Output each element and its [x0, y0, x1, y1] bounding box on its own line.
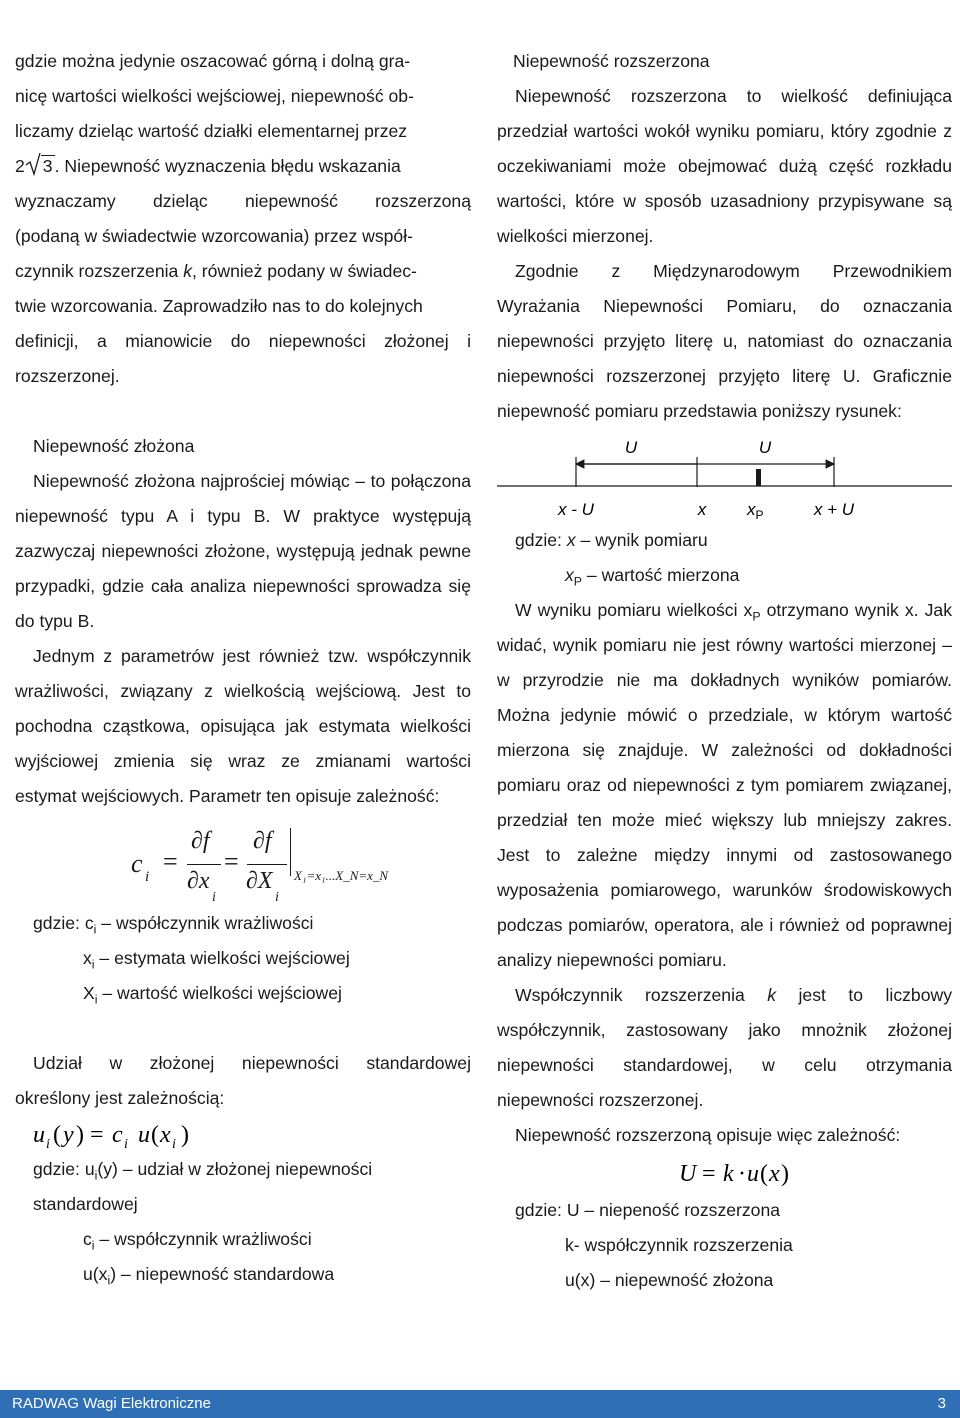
- definition-line: k- współczynnik rozszerzenia: [565, 1235, 793, 1255]
- text-run: jest to liczbowy współczynnik, zastosowany jako mnożnik złożonej niepewności standardowej, w celu otrzymania niepewności rozszerzonej.: [497, 985, 953, 1110]
- svg-text:c: c: [112, 1122, 123, 1148]
- text-run: gdzie:: [515, 530, 567, 550]
- formula-subscript: i: [145, 869, 150, 885]
- text-run: W wyniku pomiaru wielkości x: [515, 600, 753, 620]
- definition-line: [497, 558, 952, 593]
- definition-line: [15, 1222, 471, 1257]
- subscript: P: [573, 574, 583, 589]
- text-line: (podaną w świadectwie wzorcowania) przez współ-: [15, 226, 413, 246]
- formula-contribution: [15, 1116, 471, 1152]
- uncertainty-diagram: [497, 429, 952, 523]
- svg-text:k: k: [723, 1161, 734, 1187]
- text-run: – współczynnik wrażliwości: [94, 1229, 312, 1249]
- sqrt-sign: [25, 152, 41, 176]
- paragraph: [497, 978, 952, 1118]
- footer-brand: RADWAG Wagi Elektroniczne: [12, 1395, 211, 1412]
- text-line: [15, 149, 471, 184]
- text-line: gdzie można jedynie oszacować górną i dolną gra-: [15, 51, 411, 71]
- subscript: i: [93, 922, 97, 937]
- right-column: [497, 44, 952, 1298]
- paragraph: Jednym z parametrów jest również tzw. współczynnik wrażliwości, związany z wielkością wejściową. Jest to pochodna cząstkowa, opisująca jak estymata wielkości wyjściowej zmienia się wraz ze zmianami wartości estymat wejściowych. Parametr ten opisuje zależność:: [15, 646, 471, 806]
- text-run: czynnik rozszerzenia: [15, 261, 184, 281]
- svg-text:y: y: [63, 1122, 74, 1148]
- definition-line: [15, 941, 471, 976]
- formula-denominator: ∂x: [187, 868, 210, 894]
- text-run: Współczynnik rozszerzenia: [515, 985, 768, 1005]
- definition-line: [15, 1257, 471, 1292]
- svg-text:x: x: [160, 1122, 171, 1148]
- svg-text:i: i: [172, 1137, 176, 1152]
- definition-line: [15, 906, 471, 941]
- paragraph: Zgodnie z Międzynarodowym Przewodnikiem Wyrażania Niepewności Pomiaru, do oznaczania niepewności przyjęto literę u, natomiast do oznaczania niepewności rozszerzonej przyjęto literę U. Graficznie niepewność pomiaru przedstawia poniższy rysunek:: [497, 261, 952, 421]
- svg-text:·: ·: [738, 1161, 746, 1187]
- text-run: X: [83, 983, 95, 1003]
- section-heading: Niepewność rozszerzona: [513, 51, 710, 71]
- subscript: i: [94, 1168, 98, 1183]
- definition-line: [497, 523, 952, 558]
- section-heading: Niepewność złożona: [33, 436, 195, 456]
- svg-text:u: u: [33, 1122, 45, 1148]
- svg-text:): ): [181, 1122, 189, 1148]
- symbol-x: x: [566, 530, 576, 550]
- svg-text:i: i: [46, 1137, 50, 1152]
- left-column: [15, 44, 471, 1292]
- formula-equals: =: [224, 847, 239, 876]
- text-run: – wartość wielkości wejściowej: [97, 983, 342, 1003]
- svg-text:=: =: [90, 1122, 104, 1148]
- text-run: otrzymano wynik x. Jak widać, wynik pomiaru nie jest równy wartości mierzonej – w przyrodzie nie ma dokładnych wyników pomiarów. Można jedynie mówić o przedziale, w którym wartość mierzona się znajduje. W zależności od dokładności pomiaru oraz od niepewności z tym pomiarem związanej, przedział ten może mieć większy lub mniejszy zakres. Jest to zależne między innymi od zastosowanego wyposażenia pomiarowego, warunków środowiskowych podczas pomiarów, operatora, ale i również od poprawnej analizy niepewności pomiaru.: [497, 600, 952, 970]
- text-run: ) – niepewność standardowa: [110, 1264, 335, 1284]
- text-run: – wynik pomiaru: [575, 530, 708, 550]
- text-run: c: [83, 1229, 92, 1249]
- svg-text:i: i: [124, 1137, 128, 1152]
- text-run: gdzie: u: [33, 1159, 95, 1179]
- formula-numerator: ∂f: [191, 828, 210, 854]
- sqrt-coefficient: 2: [15, 156, 25, 176]
- subscript: P: [752, 609, 761, 624]
- formula-subscript: i: [212, 890, 216, 905]
- text-run: gdzie: c: [33, 913, 94, 933]
- formula-condition: X₁=x₁...X_N=x_N: [294, 868, 389, 883]
- page-footer: [0, 1390, 960, 1418]
- text-run: . Niepewność wyznaczenia błędu wskazania: [54, 156, 401, 176]
- formula-expanded-svg: [497, 1153, 797, 1193]
- text-run: u(x: [83, 1264, 108, 1284]
- text-line: Udział w złożonej niepewności standardowej: [33, 1053, 471, 1073]
- formula-subscript: i: [275, 890, 279, 905]
- formula-symbol: c: [131, 849, 143, 878]
- svg-text:(: (: [151, 1122, 159, 1148]
- paragraph: Niepewność złożona najprościej mówiąc – to połączona niepewność typu A i typu B. W praktyce występują zazwyczaj niepewności złożone, występują jednak pewne przypadki, gdzie cała analiza niepewności sprowadza się do typu B.: [15, 471, 471, 631]
- svg-text:=: =: [702, 1161, 716, 1187]
- formula-sensitivity-coefficient: [15, 814, 435, 906]
- svg-text:): ): [781, 1161, 789, 1187]
- text-line: [15, 254, 471, 289]
- label-xP-base: x: [747, 500, 756, 519]
- label-U-right: U: [758, 438, 772, 457]
- text-run: – wartość mierzona: [582, 565, 740, 585]
- subscript: i: [94, 992, 98, 1007]
- text-line: nicę wartości wielkości wejściowej, niepewność ob-: [15, 86, 414, 106]
- formula-contribution-svg: [15, 1116, 275, 1152]
- formula-equals: =: [163, 847, 178, 876]
- svg-text:(: (: [53, 1122, 61, 1148]
- text-run: x: [83, 948, 92, 968]
- paragraph: Niepewność rozszerzoną opisuje więc zależność:: [515, 1125, 901, 1145]
- definition-line: [15, 976, 471, 1011]
- svg-text:u: u: [138, 1122, 150, 1148]
- text-run: , również podany w świadec-: [191, 261, 417, 281]
- sqrt-expression: [15, 149, 55, 184]
- uncertainty-diagram-svg: [497, 429, 952, 523]
- text-run: – estymata wielkości wejściowej: [94, 948, 350, 968]
- text-line: definicji, a mianowicie do niepewności złożonej i: [15, 331, 471, 351]
- text-line: rozszerzonej.: [15, 366, 120, 386]
- svg-text:x: x: [769, 1161, 780, 1187]
- svg-text:): ): [76, 1122, 84, 1148]
- subscript: i: [91, 1238, 95, 1253]
- svg-text:U: U: [679, 1161, 697, 1187]
- text-line: twie wzorcowania. Zaprowadziło nas to do kolejnych: [15, 296, 423, 316]
- definition-line: [15, 1152, 471, 1222]
- paragraph: Niepewność rozszerzona to wielkość definiująca przedział wartości wokół wyniku pomiaru, który zgodnie z oczekiwaniami może obejmować dużą część rozkładu wartości, które w sposób uzasadniony przypisywane są wielkości mierzonej.: [497, 86, 952, 246]
- label-U-left: U: [624, 438, 638, 457]
- label-xP-sub: P: [755, 508, 764, 522]
- page-number: 3: [937, 1395, 946, 1412]
- svg-text:u: u: [747, 1161, 759, 1187]
- label-x-plus-U: x + U: [813, 500, 855, 519]
- subscript: i: [91, 957, 95, 972]
- label-x: x: [697, 500, 707, 519]
- formula-numerator: ∂f: [253, 828, 272, 854]
- definition-line: u(x) – niepewność złożona: [565, 1270, 774, 1290]
- symbol-k: k: [767, 985, 777, 1005]
- sqrt-radicand: 3: [42, 156, 53, 176]
- formula-denominator: ∂X: [246, 868, 273, 894]
- text-line: określony jest zależnością:: [15, 1088, 225, 1108]
- subscript: i: [107, 1273, 111, 1288]
- text-line: liczamy dzieląc wartość działki elementarnej przez: [15, 121, 408, 141]
- text-line: wyznaczamy dzieląc niepewność rozszerzoną: [15, 191, 471, 211]
- label-x-minus-U: x - U: [558, 500, 594, 519]
- paragraph: [497, 593, 952, 978]
- svg-text:(: (: [760, 1161, 768, 1187]
- text-run: (y) – udział w złożonej niepewności standardowej: [33, 1159, 373, 1214]
- symbol-k: k: [183, 261, 192, 281]
- symbol-x: x: [565, 565, 574, 585]
- label-xP: [746, 500, 764, 522]
- definition-line: gdzie: U – niepeność rozszerzona: [515, 1200, 781, 1220]
- formula-expanded-uncertainty: [497, 1153, 952, 1193]
- text-run: – współczynnik wrażliwości: [96, 913, 314, 933]
